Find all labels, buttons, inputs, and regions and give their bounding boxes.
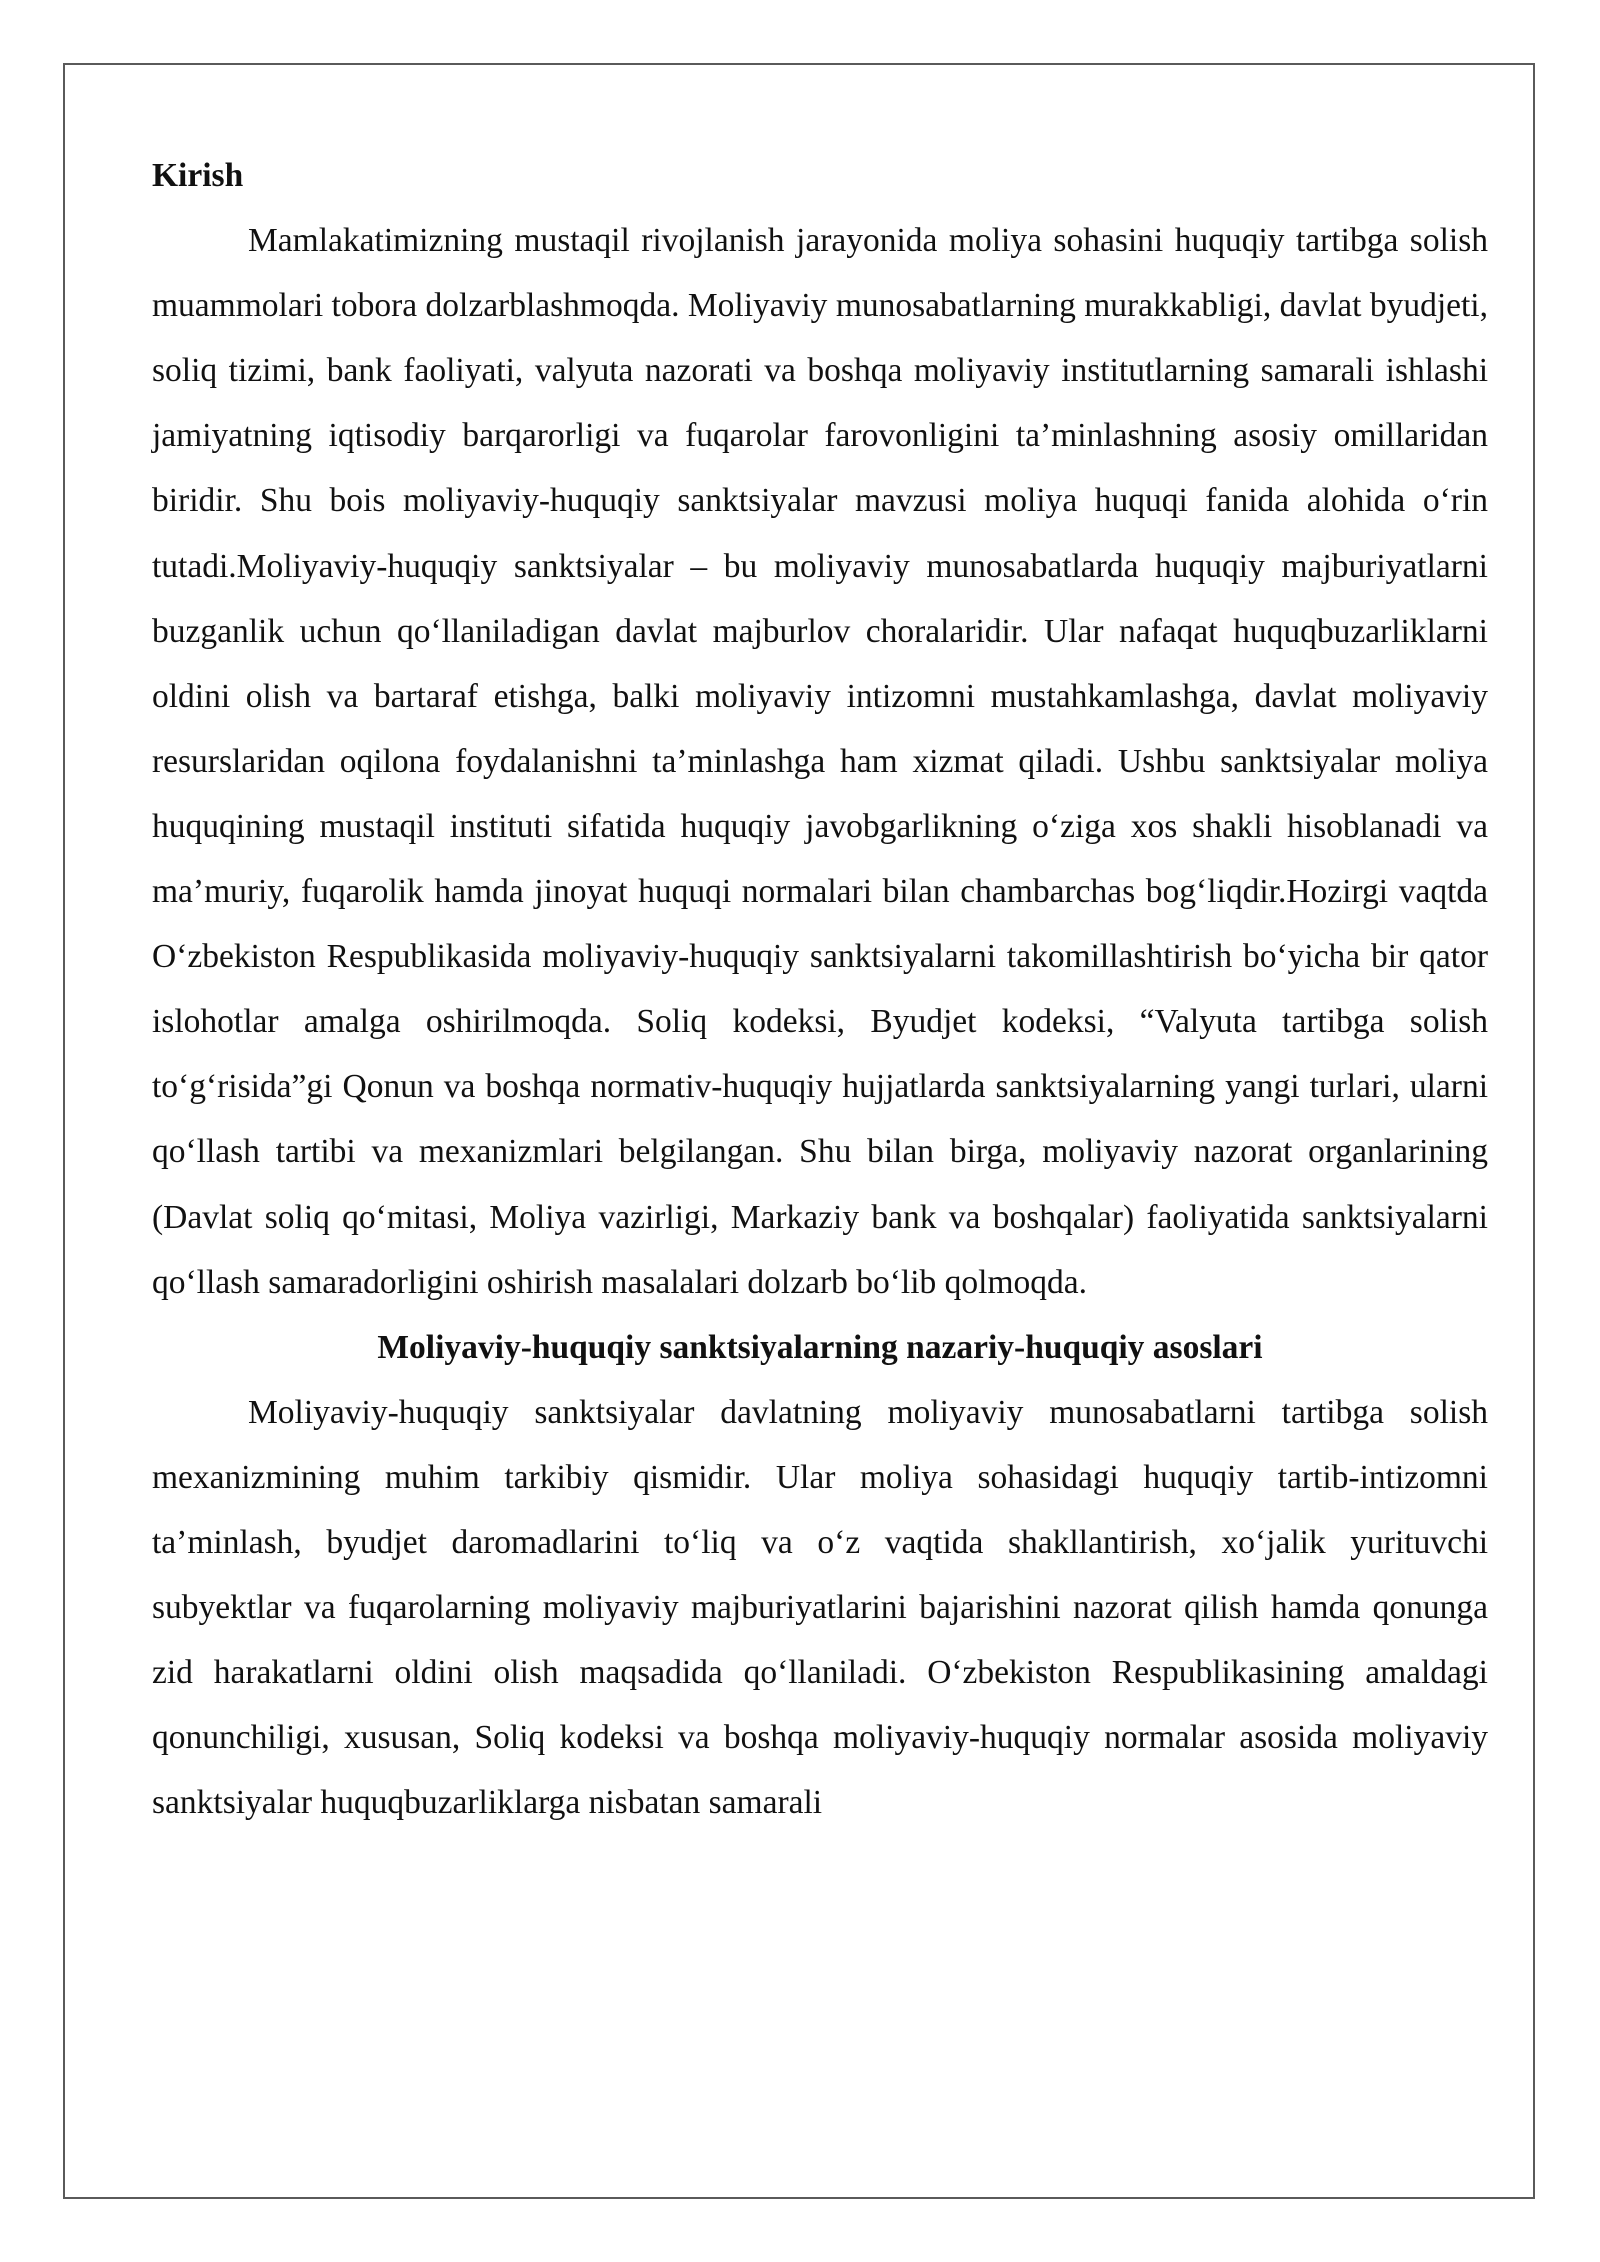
section-paragraph: Moliyaviy-huquqiy sanktsiyalar davlatning moliyaviy munosabatlarni tartibga solish mexanizmining muhim tarkibiy qismidir. Ular moliya sohasidagi huquqiy tartib-intizomni ta’minlash, byudjet daromadlarini to‘liq va o‘z vaqtida shakllantirish, xo‘jalik yurituvchi subyektlar va fuqarolarning moliyaviy majburiyatlarini bajarishini nazorat qilish hamda qonunga zid harakatlarni oldini olish maqsadida qo‘llaniladi. O‘zbekiston Respublikasining amaldagi qonunchiligi, xususan, Soliq kodeksi va boshqa moliyaviy-huquqiy normalar asosida moliyaviy sanktsiyalar huquqbuzarliklarga nisbatan samarali bbox=[152, 1393, 1488, 1822]
intro-paragraph: Mamlakatimizning mustaqil rivojlanish jarayonida moliya sohasini huquqiy tartibga solish muammolari tobora dolzarblashmoqda. Moliyaviy munosabatlarning murakkabligi, davlat byudjeti, soliq tizimi, bank faoliyati, valyuta nazorati va boshqa moliyaviy institutlarning samarali ishlashi jamiyatning iqtisodiy barqarorligi va fuqarolar farovonligini ta’minlashning asosiy omillaridan biridir. Shu bois moliyaviy-huquqiy sanktsiyalar mavzusi moliya huquqi fanida alohida o‘rin tutadi.Moliyaviy-huquqiy sanktsiyalar – bu moliyaviy munosabatlarda huquqiy majburiyatlarni buzganlik uchun qo‘llaniladigan davlat majburlov choralaridir. Ular nafaqat huquqbuzarliklarni oldini olish va bartaraf etishga, balki moliyaviy intizomni mustahkamlashga, davlat moliyaviy resurslaridan oqilona foydalanishni ta’minlashga ham xizmat qiladi. Ushbu sanktsiyalar moliya huquqining mustaqil instituti sifatida huquqiy javobgarlikning o‘ziga xos shakli hisoblanadi va ma’muriy, fuqarolik hamda jinoyat huquqi normalari bilan chambarchas bog‘liqdir.Hozirgi vaqtda O‘zbekiston Respublikasida moliyaviy-huquqiy sanktsiyalarni takomillashtirish bo‘yicha bir qator islohotlar amalga oshirilmoqda. Soliq kodeksi, Byudjet kodeksi, “Valyuta tartibga solish to‘g‘risida”gi Qonun va boshqa normativ-huquqiy hujjatlarda sanktsiyalarning yangi turlari, ularni qo‘llash tartibi va mexanizmlari belgilangan. Shu bilan birga, moliyaviy nazorat organlarining (Davlat soliq qo‘mitasi, Moliya vazirligi, Markaziy bank va boshqalar) faoliyatida sanktsiyalarni qo‘llash samaradorligini oshirish masalalari dolzarb bo‘lib qolmoqda. bbox=[152, 222, 1488, 1301]
document-body bbox=[152, 143, 1488, 1835]
section-heading: Moliyaviy-huquqiy sanktsiyalarning nazariy-huquqiy asoslari bbox=[377, 1328, 1263, 1366]
intro-heading: Kirish bbox=[152, 157, 244, 194]
